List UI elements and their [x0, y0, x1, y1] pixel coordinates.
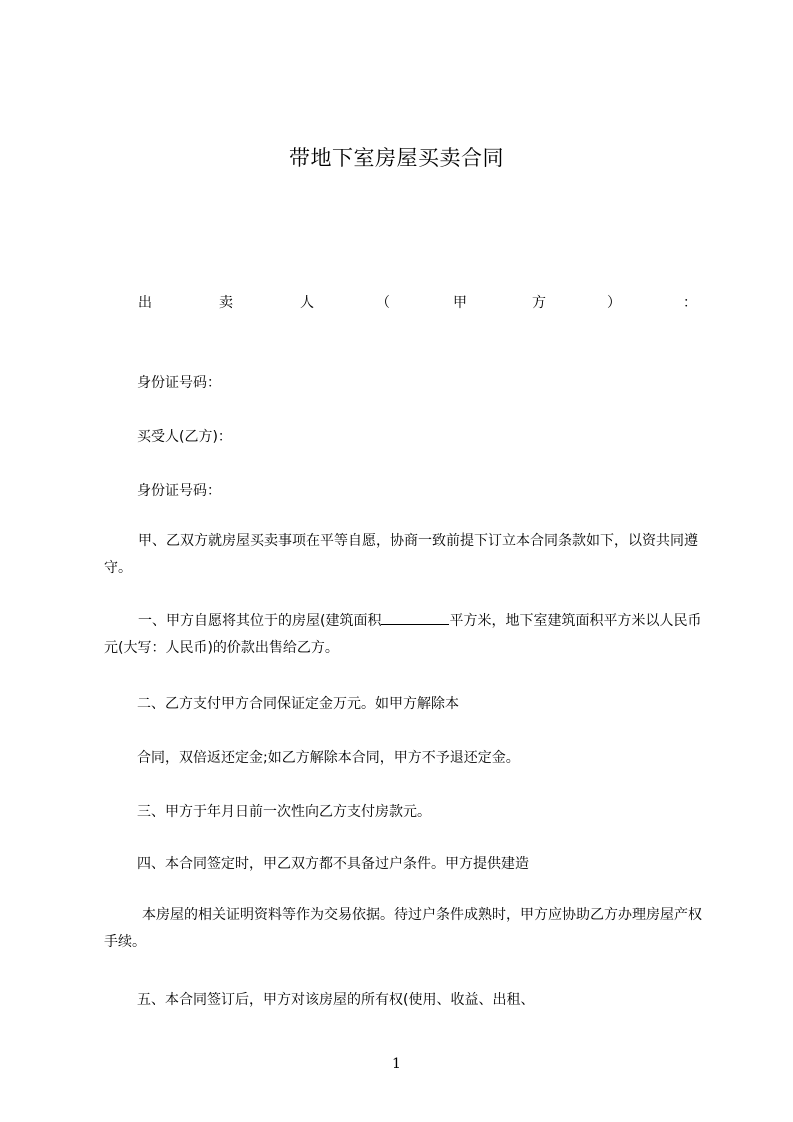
buyer-id-label: 身份证号码：	[137, 483, 221, 499]
page-number: 1	[392, 1056, 401, 1072]
clause-5: 五、本合同签订后，甲方对该房屋的所有权(使用、收益、出租、	[137, 992, 535, 1008]
seller-char: 方	[532, 295, 546, 311]
document-title: 带地下室房屋买卖合同	[289, 146, 504, 170]
clause-1-paragraph	[104, 608, 704, 662]
seller-char: 甲	[453, 295, 467, 311]
seller-char: 卖	[219, 295, 233, 311]
seller-char: （	[376, 295, 390, 311]
clause-2-line-2: 合同，双倍返还定金;如乙方解除本合同，甲方不予退还定金。	[137, 750, 520, 766]
clause-1-text-end: 平方米，地下室建筑面积平方米以人民币元(大写：人民币)的价款出售给乙方。	[104, 613, 702, 656]
clause-4-line-1: 四、本合同签定时，甲乙双方都不具备过户条件。甲方提供建造	[137, 856, 529, 872]
seller-label-row	[0, 292, 793, 312]
buyer-label: 买受人(乙方)：	[137, 429, 232, 445]
clause-4-paragraph: 本房屋的相关证明资料等作为交易依据。待过户条件成熟时，甲方应协助乙方办理房屋产权手续。	[104, 907, 702, 950]
intro-paragraph: 甲、乙双方就房屋买卖事项在平等自愿，协商一致前提下订立本合同条款如下，以资共同遵守。	[104, 533, 698, 576]
seller-char: 出	[138, 295, 152, 311]
clause-2-line-1: 二、乙方支付甲方合同保证定金万元。如甲方解除本	[137, 696, 459, 712]
seller-char: ：	[683, 295, 697, 311]
seller-char: ）	[607, 295, 621, 311]
clause-1-text-start: 一、甲方自愿将其位于的房屋(建筑面积	[138, 613, 382, 629]
clause-3: 三、甲方于年月日前一次性向乙方支付房款元。	[137, 804, 431, 820]
seller-id-label: 身份证号码：	[137, 375, 221, 391]
area-blank-line	[381, 610, 449, 625]
seller-char: 人	[300, 295, 314, 311]
